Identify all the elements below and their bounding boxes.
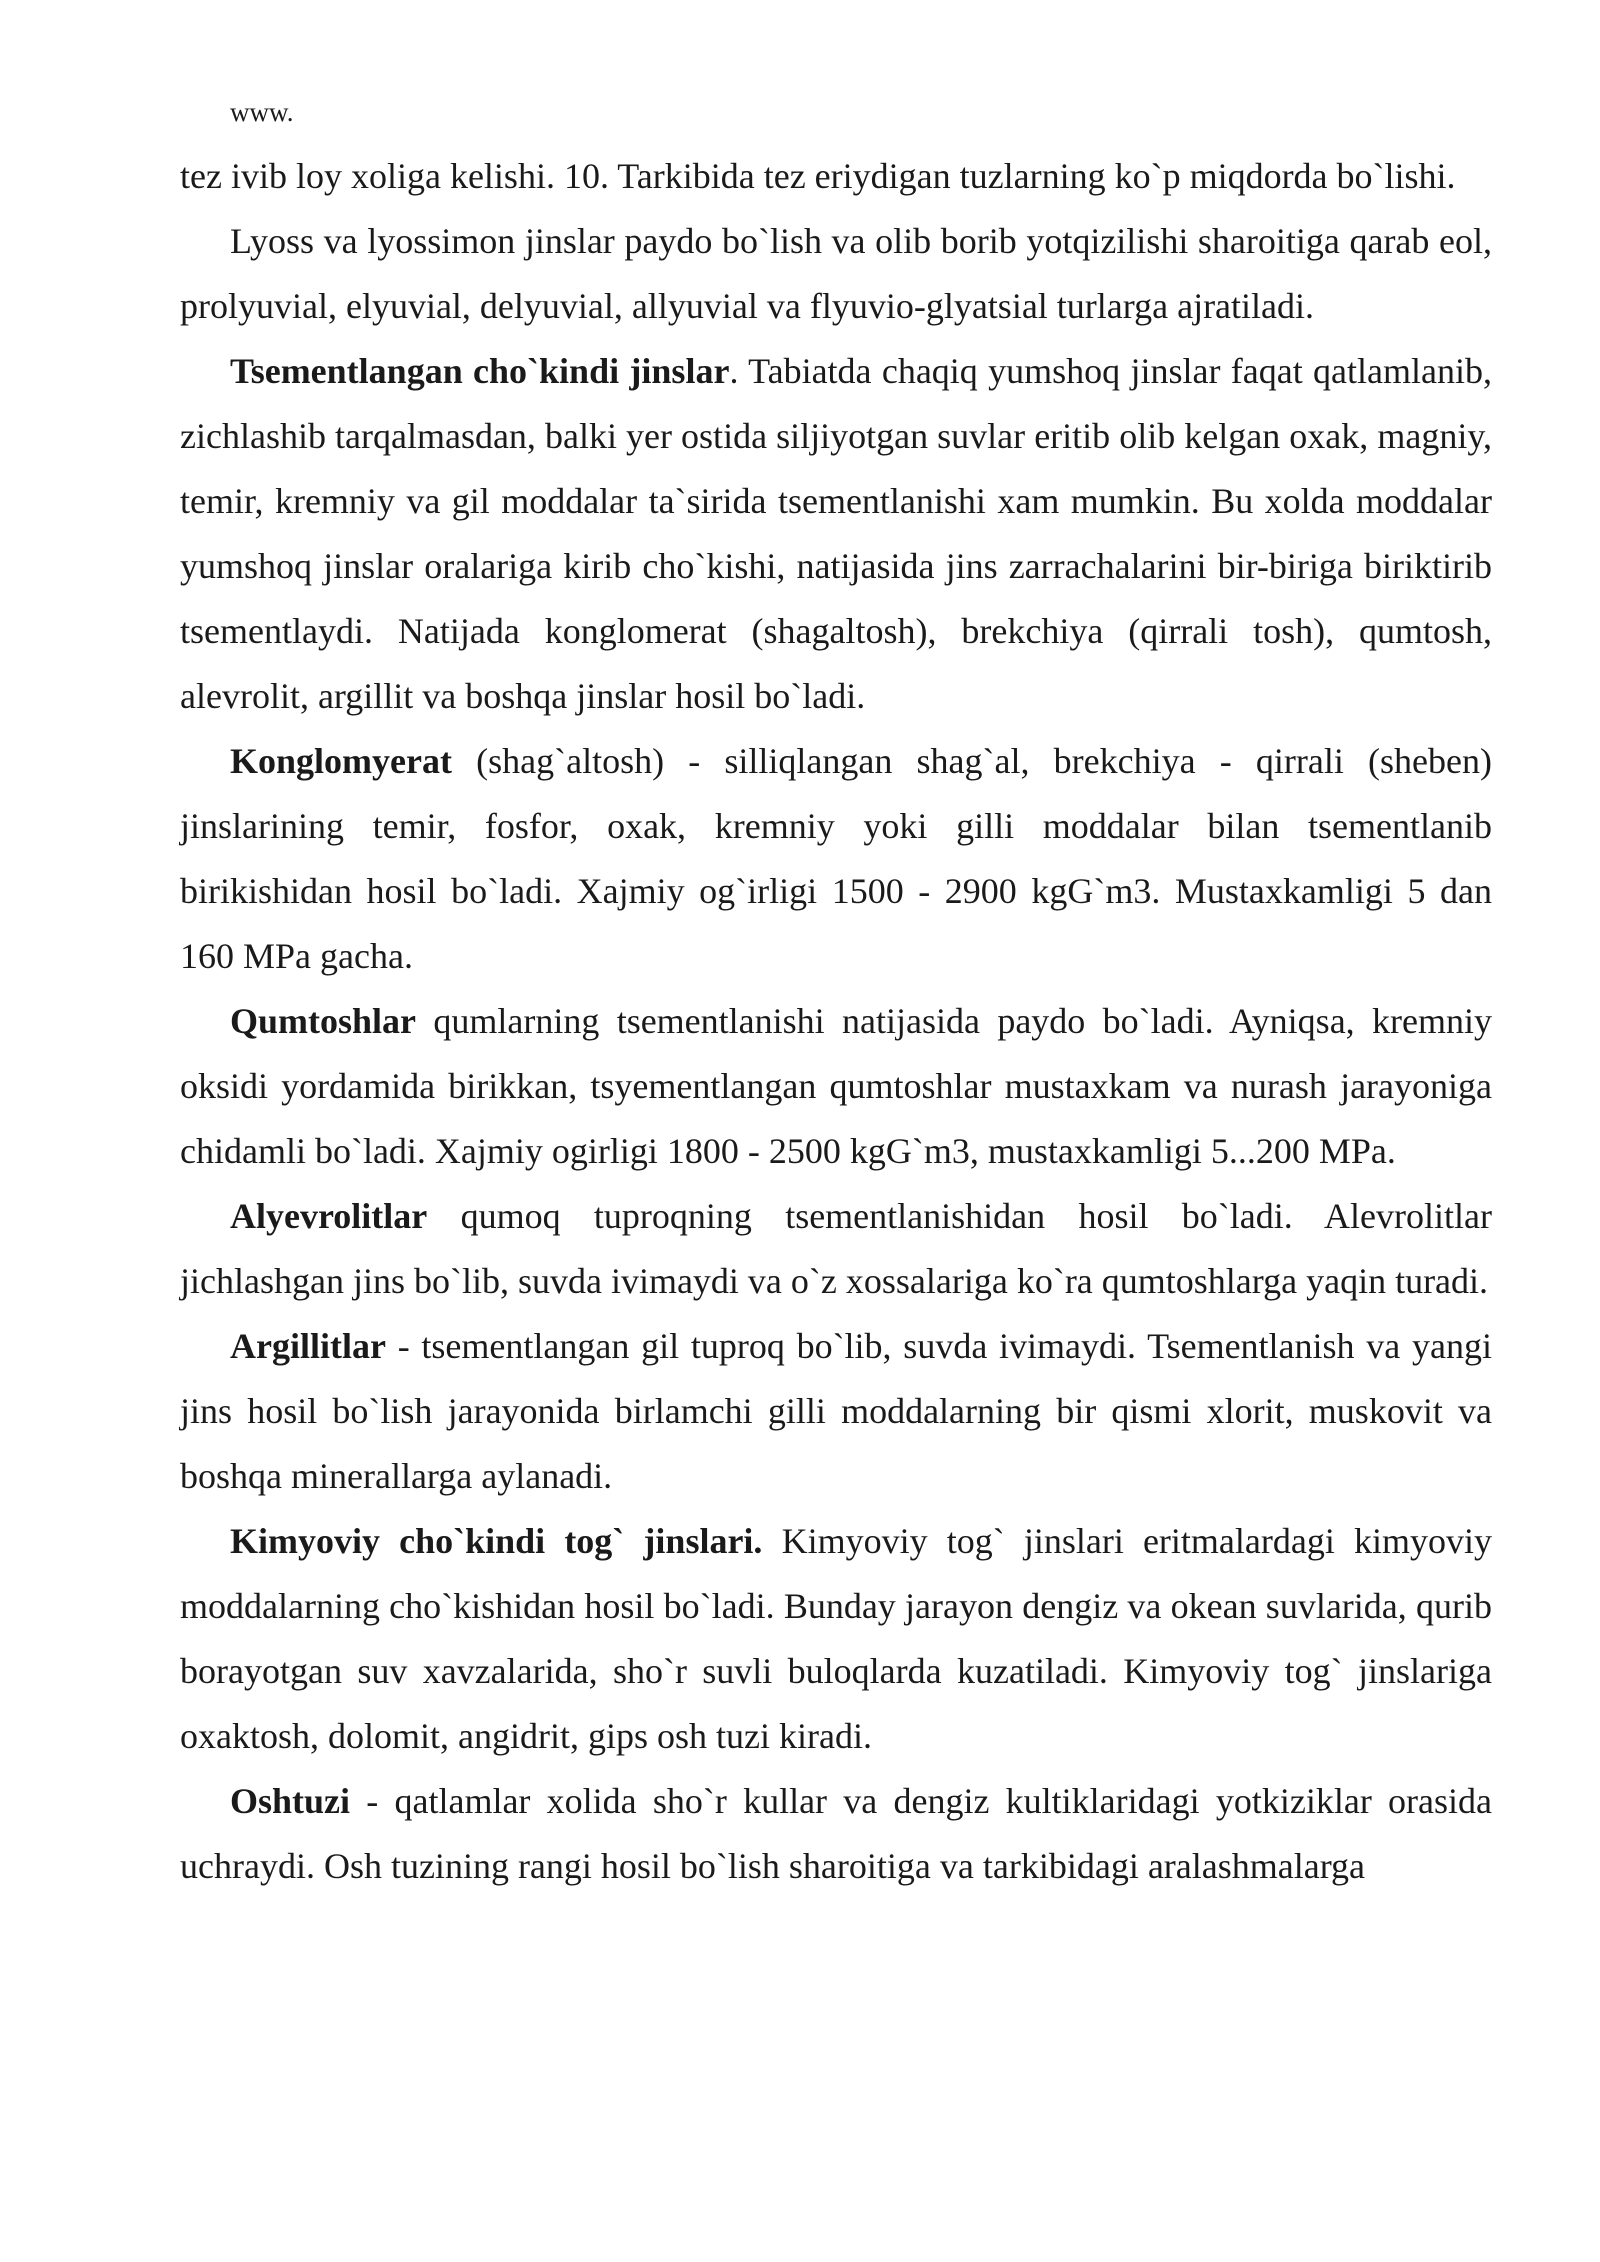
paragraph-text: Kimyoviy tog` jinslari eritmalardagi kimyoviy moddalarning cho`kishidan hosil bo`ladi. Bunday jarayon dengiz va okean suvlarida, qurib borayotgan suv xavzalarida, sho`r suvli buloqlarda kuzatiladi. Kimyoviy tog` jinslariga oxaktosh, dolomit, angidrit, gips osh tuzi kiradi. bbox=[180, 1521, 1492, 1756]
paragraph-text: (shag`altosh) - silliqlangan shag`al, brekchiya - qirrali (sheben) jinslarining temir, fosfor, oxak, kremniy yoki gilli moddalar bilan tsementlanib birikishidan hosil bo`ladi. Xajmiy og`irligi 1500 - 2900 kgG`m3. Mustaxkamligi 5 dan 160 MPa gacha. bbox=[180, 741, 1492, 976]
document-body bbox=[180, 144, 1492, 1899]
paragraph-text: . Tabiatda chaqiq yumshoq jinslar faqat qatlamlanib, zichlashib tarqalmasdan, balki yer ostida siljiyotgan suvlar eritib olib kelgan oxak, magniy, temir, kremniy va gil moddalar ta`sirida tsementlanishi xam mumkin. Bu xolda moddalar yumshoq jinslar oralariga kirib cho`kishi, natijasida jins zarrachalarini bir-biriga biriktirib tsementlaydi. Natijada konglomerat (shagaltosh), brekchiya (qirrali tosh), qumtosh, alevrolit, argillit va boshqa jinslar hosil bo`ladi. bbox=[180, 351, 1492, 716]
paragraph-continuation bbox=[180, 144, 1492, 209]
paragraph-text: tez ivib loy xoliga kelishi. 10. Tarkibida tez eriydigan tuzlarning ko`p miqdorda bo`lishi. bbox=[180, 156, 1456, 196]
paragraph-term: Tsementlangan cho`kindi jinslar bbox=[230, 351, 730, 391]
paragraph-cemented-sedimentary bbox=[180, 339, 1492, 729]
paragraph-argillite bbox=[180, 1314, 1492, 1509]
paragraph-text: Lyoss va lyossimon jinslar paydo bo`lish va olib borib yotqizilishi sharoitiga qarab eol, prolyuvial, elyuvial, delyuvial, allyuvial va flyuvio-glyatsial turlarga ajratiladi. bbox=[180, 221, 1492, 326]
paragraph-term: Qumtoshlar bbox=[230, 1001, 417, 1041]
paragraph-term: Kimyoviy cho`kindi tog` jinslari. bbox=[230, 1521, 763, 1561]
page-header: www. bbox=[230, 97, 294, 127]
paragraph-term: Oshtuzi bbox=[230, 1781, 351, 1821]
paragraph-conglomerate bbox=[180, 729, 1492, 989]
paragraph-term: Argillitlar bbox=[230, 1326, 386, 1366]
paragraph-text: qumoq tuproqning tsementlanishidan hosil bo`ladi. Alevrolitlar jichlashgan jins bo`lib, suvda ivimaydi va o`z xossalariga ko`ra qumtoshlarga yaqin turadi. bbox=[180, 1196, 1492, 1301]
paragraph-text: - qatlamlar xolida sho`r kullar va dengiz kultiklaridagi yotkiziklar orasida uchraydi. Osh tuzining rangi hosil bo`lish sharoitiga va tarkibidagi aralashmalarga bbox=[180, 1781, 1492, 1886]
paragraph-text: - tsementlangan gil tuproq bo`lib, suvda ivimaydi. Tsementlanish va yangi jins hosil bo`lish jarayonida birlamchi gilli moddalarning bir qismi xlorit, muskovit va boshqa minerallarga aylanadi. bbox=[180, 1326, 1492, 1496]
paragraph-term: Konglomyerat bbox=[230, 741, 452, 781]
paragraph-term: Alyevrolitlar bbox=[230, 1196, 428, 1236]
paragraph-sandstone bbox=[180, 989, 1492, 1184]
paragraph-loess-types bbox=[180, 209, 1492, 339]
paragraph-text: qumlarning tsementlanishi natijasida paydo bo`ladi. Ayniqsa, kremniy oksidi yordamida birikkan, tsyementlangan qumtoshlar mustaxkam va nurash jarayoniga chidamli bo`ladi. Xajmiy ogirligi 1800 - 2500 kgG`m3, mustaxkamligi 5...200 MPa. bbox=[180, 1001, 1492, 1171]
paragraph-chemical-sedimentary bbox=[180, 1509, 1492, 1769]
paragraph-siltstone bbox=[180, 1184, 1492, 1314]
paragraph-rock-salt bbox=[180, 1769, 1492, 1899]
